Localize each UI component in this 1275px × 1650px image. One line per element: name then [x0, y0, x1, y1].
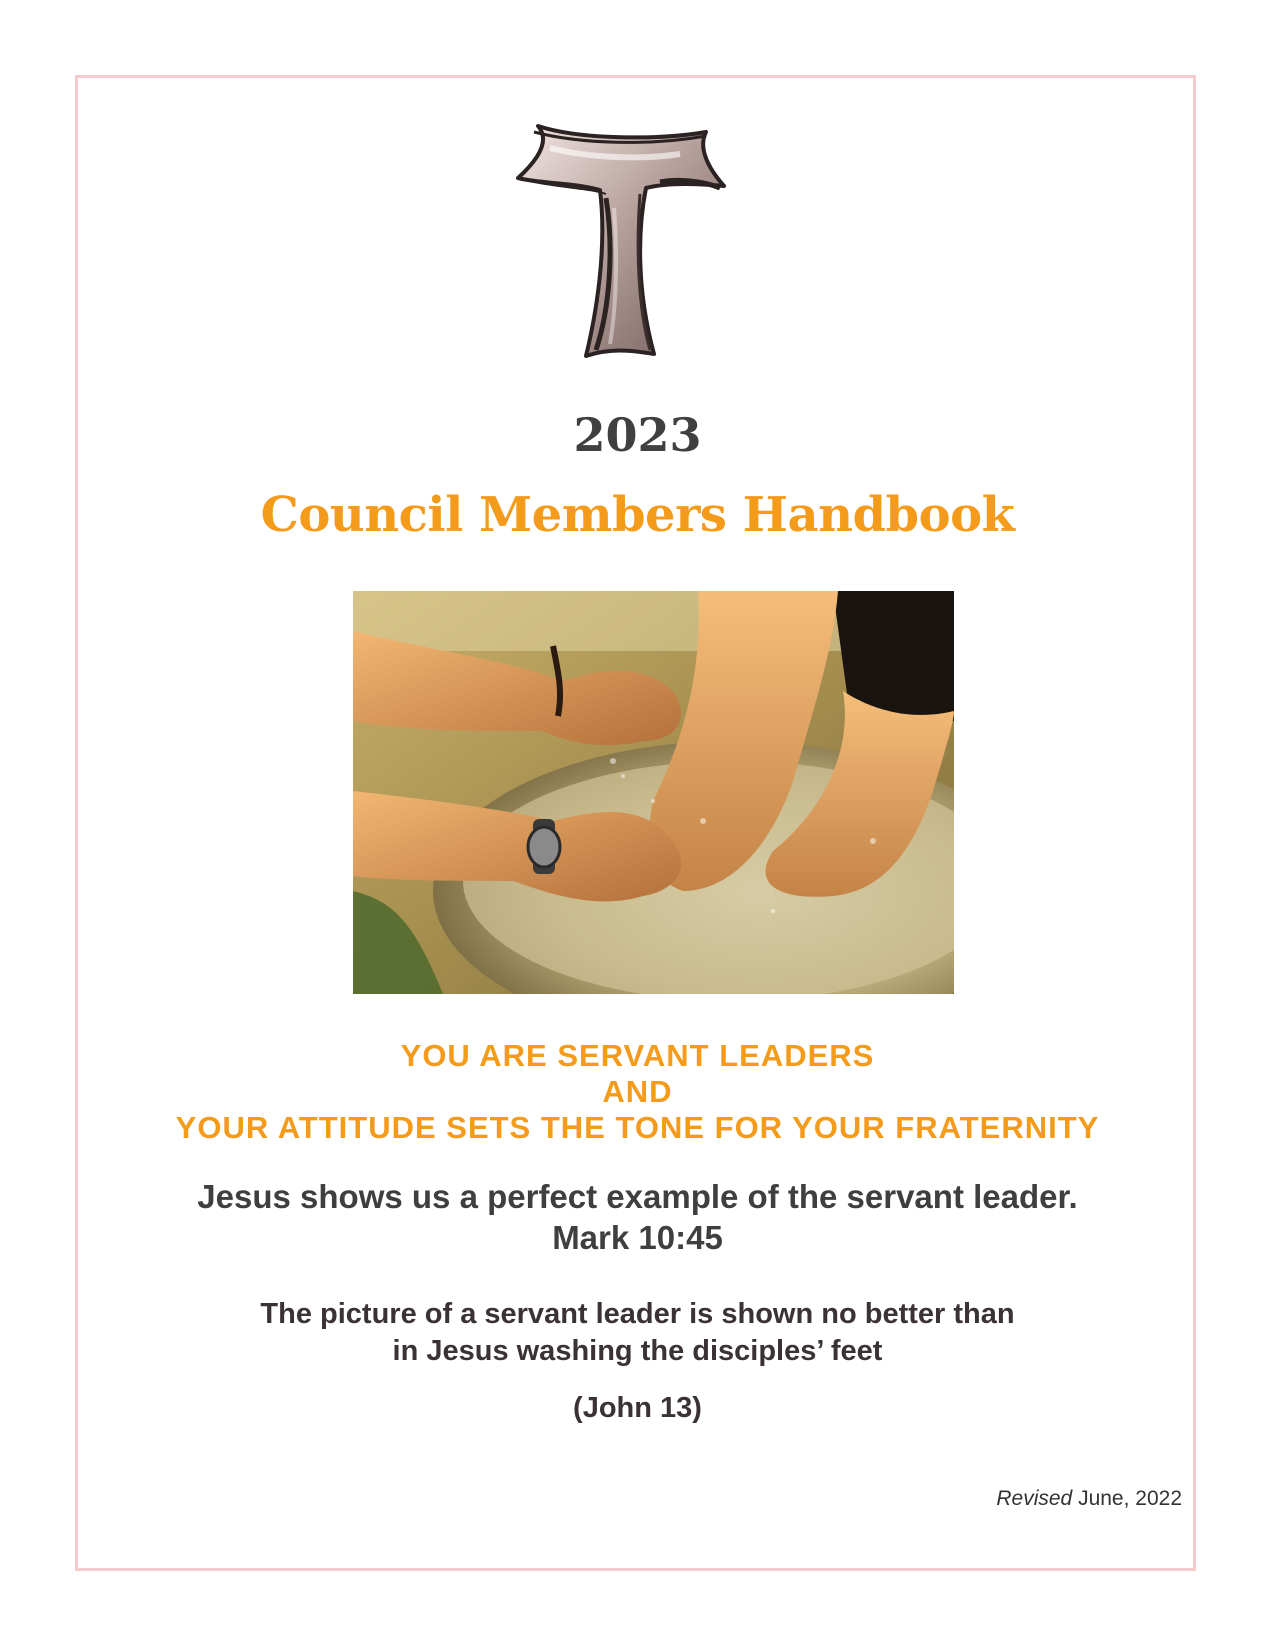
- servant-picture-text: [0, 1296, 1275, 1370]
- picture-text-line-2: in Jesus washing the disciples’ feet: [392, 1335, 883, 1367]
- verse-text: Jesus shows us a perfect example of the servant leader.: [197, 1178, 1078, 1215]
- motto-line-2: AND: [602, 1074, 673, 1109]
- picture-text-line-1: The picture of a servant leader is shown no better than: [260, 1298, 1015, 1330]
- revision-note: [996, 1487, 1182, 1511]
- motto-line-1: YOU ARE SERVANT LEADERS: [400, 1038, 875, 1073]
- servant-leader-motto: [0, 1038, 1275, 1146]
- verse-block: [0, 1176, 1275, 1258]
- verse-reference: Mark 10:45: [552, 1219, 723, 1256]
- handbook-title: Council Members Handbook: [260, 487, 1015, 543]
- handbook-year: 2023: [573, 408, 702, 462]
- tau-cross-icon: [510, 118, 730, 360]
- foot-washing-photo: [353, 591, 954, 994]
- motto-line-3: YOUR ATTITUDE SETS THE TONE FOR YOUR FRATERNITY: [175, 1110, 1100, 1145]
- john-reference: (John 13): [573, 1392, 702, 1424]
- revised-label: Revised: [996, 1487, 1073, 1510]
- revised-date: June, 2022: [1072, 1487, 1182, 1510]
